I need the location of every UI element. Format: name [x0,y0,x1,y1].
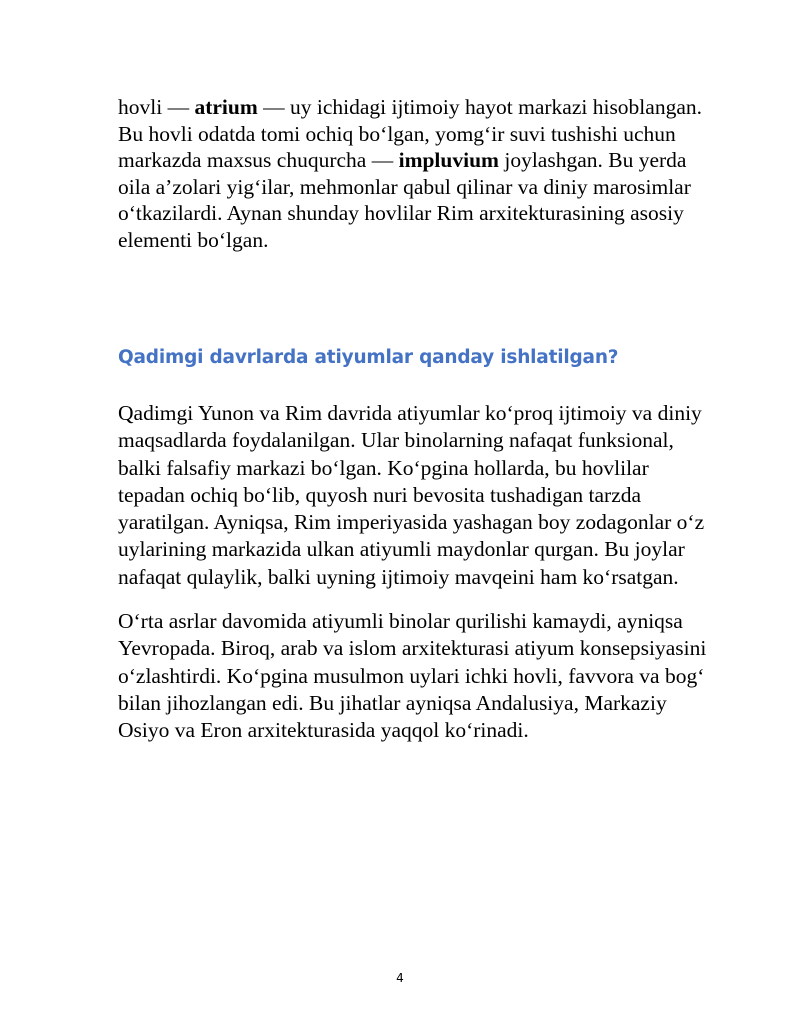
paragraph-text: joylashgan. Bu yerda oila a’zolari yig‘ilar, mehmonlar qabul qilinar va diniy marosimlar o‘tkazilardi. Aynan shunday hovlilar Rim arxitekturasining asosiy elementi bo‘lgan. [118,148,691,252]
paragraph-text: — uy ichidagi ijtimoiy hayot markazi hisoblangan. Bu hovli odatda tomi ochiq bo‘lgan, yomg‘ir suvi tushishi uchun markazda maxsus chuqurcha — [118,95,702,172]
paragraph-atrium [118,94,708,253]
bold-term-atrium: atrium [194,95,258,119]
bold-term-impluvium: impluvium [398,148,499,172]
section-heading: Qadimgi davrlarda atiyumlar qanday ishlatilgan? [118,347,619,368]
opening-paragraph-block [118,94,708,253]
paragraph-middle-ages: O‘rta asrlar davomida atiyumli binolar qurilishi kamaydi, ayniqsa Yevropada. Biroq, arab va islom arxitekturasi atiyum konsepsiyasini o‘zlashtirdi. Ko‘pgina musulmon uylari ichki hovli, favvora va bog‘ bilan jihozlangan edi. Bu jihatlar ayniqsa Andalusiya, Markaziy Osiyo va Eron arxitekturasida yaqqol ko‘rinadi. [118,609,707,743]
section-body [118,400,708,762]
paragraph-ancient: Qadimgi Yunon va Rim davrida atiyumlar ko‘proq ijtimoiy va diniy maqsadlarda foydalanilgan. Ular binolarning nafaqat funksional, balki falsafiy markazi bo‘lgan. Ko‘pgina hollarda, bu hovlilar tepadan ochiq bo‘lib, quyosh nuri bevosita tushadigan tarzda yaratilgan. Ayniqsa, Rim imperiyasida yashagan boy zodagonlar o‘z uylarining markazida ulkan atiyumli maydonlar qurgan. Bu joylar nafaqat qulaylik, balki uyning ijtimoiy mavqeini ham ko‘rsatgan. [118,401,705,589]
page-number: 4 [396,971,404,985]
paragraph-text: hovli — [118,95,195,119]
